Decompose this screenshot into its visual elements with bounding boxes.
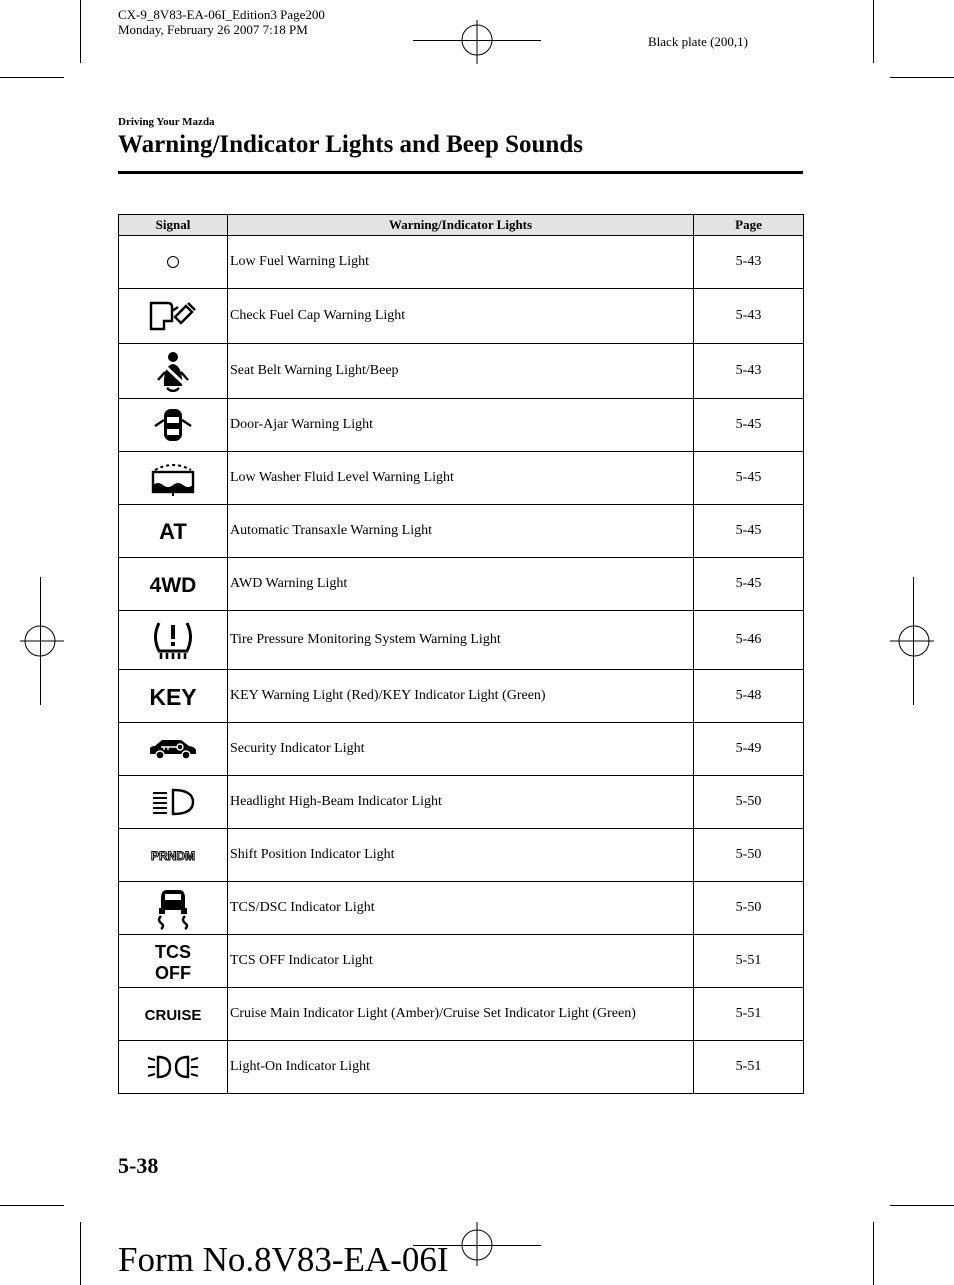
page-ref: 5-43: [694, 344, 804, 399]
crop-mark: [873, 1222, 874, 1285]
page-ref: 5-43: [694, 236, 804, 289]
table-row: [119, 776, 804, 829]
page-ref: 5-51: [694, 988, 804, 1041]
table-row: [119, 344, 804, 399]
title-rule: [118, 171, 803, 174]
page-ref: 5-51: [694, 935, 804, 988]
table-row: [119, 289, 804, 344]
light-name: Check Fuel Cap Warning Light: [228, 289, 694, 344]
table-row: [119, 558, 804, 611]
high-beam-icon: [149, 787, 197, 817]
crop-mark: [0, 77, 64, 78]
seat-belt-icon: [154, 350, 192, 392]
light-name: Door-Ajar Warning Light: [228, 399, 694, 452]
light-name: Cruise Main Indicator Light (Amber)/Cruise Set Indicator Light (Green): [228, 988, 694, 1041]
form-number: Form No.8V83-EA-06I: [118, 1240, 449, 1279]
crop-mark: [873, 0, 874, 63]
light-on-icon: [146, 1053, 200, 1081]
table-header-row: [119, 215, 804, 236]
page-ref: 5-46: [694, 611, 804, 670]
light-name: Shift Position Indicator Light: [228, 829, 694, 882]
light-name: Low Washer Fluid Level Warning Light: [228, 452, 694, 505]
page-ref: 5-51: [694, 1041, 804, 1094]
page-ref: 5-50: [694, 776, 804, 829]
door-ajar-icon: [152, 405, 194, 445]
low-fuel-icon: [165, 254, 181, 270]
light-name: KEY Warning Light (Red)/KEY Indicator Light (Green): [228, 670, 694, 723]
svg-text:OFF: OFF: [155, 963, 191, 983]
registration-mark: [457, 1222, 497, 1266]
svg-text:TCS: TCS: [155, 942, 191, 962]
key-icon: [143, 681, 203, 711]
cruise-icon: [141, 1002, 205, 1026]
washer-fluid-icon: [149, 458, 197, 498]
page-ref: 5-49: [694, 723, 804, 776]
svg-text:CRUISE: CRUISE: [144, 1007, 202, 1024]
crop-mark: [890, 77, 954, 78]
crop-mark: [80, 1222, 81, 1285]
file-line: CX-9_8V83-EA-06I_Edition3 Page200: [118, 7, 325, 22]
light-name: Automatic Transaxle Warning Light: [228, 505, 694, 558]
light-name: TCS/DSC Indicator Light: [228, 882, 694, 935]
crop-mark: [0, 1205, 64, 1206]
light-name: Light-On Indicator Light: [228, 1041, 694, 1094]
page-ref: 5-45: [694, 452, 804, 505]
security-icon: [147, 736, 199, 762]
crop-mark: [890, 1205, 954, 1206]
page-ref: 5-45: [694, 399, 804, 452]
table-row: [119, 1041, 804, 1094]
light-name: Security Indicator Light: [228, 723, 694, 776]
registration-mark: [20, 621, 64, 661]
light-name: AWD Warning Light: [228, 558, 694, 611]
page-number: 5-38: [118, 1153, 159, 1178]
page-title: Warning/Indicator Lights and Beep Sounds: [118, 131, 583, 158]
table-row: [119, 988, 804, 1041]
header-signal: Signal: [119, 215, 228, 236]
table-row: [119, 236, 804, 289]
signal-table: [118, 214, 804, 1094]
table-row: [119, 611, 804, 670]
plate-label: Black plate (200,1): [648, 34, 748, 49]
table-row: [119, 505, 804, 558]
crop-mark: [80, 0, 81, 63]
shift-position-icon: [143, 845, 203, 865]
tire-pressure-icon: [150, 617, 196, 663]
page-ref: 5-45: [694, 558, 804, 611]
svg-text:AT: AT: [159, 519, 187, 544]
section-label: Driving Your Mazda: [118, 116, 215, 128]
svg-text:4WD: 4WD: [149, 574, 197, 597]
registration-mark: [890, 621, 934, 661]
tcs-dsc-icon: [153, 886, 193, 930]
table-row: [119, 670, 804, 723]
page-ref: 5-50: [694, 882, 804, 935]
table-row: [119, 723, 804, 776]
table-row: [119, 935, 804, 988]
light-name: Seat Belt Warning Light/Beep: [228, 344, 694, 399]
table-row: [119, 829, 804, 882]
page-ref: 5-50: [694, 829, 804, 882]
print-header: [118, 7, 325, 37]
page-ref: 5-48: [694, 670, 804, 723]
date-line: Monday, February 26 2007 7:18 PM: [118, 22, 308, 37]
svg-text:PRNDM: PRNDM: [151, 849, 195, 863]
page-ref: 5-43: [694, 289, 804, 344]
page-ref: 5-45: [694, 505, 804, 558]
fuel-cap-icon: [148, 297, 198, 335]
tcs-off-icon: [148, 939, 198, 983]
header-page: Page: [694, 215, 804, 236]
table-row: [119, 882, 804, 935]
table-row: [119, 399, 804, 452]
light-name: Low Fuel Warning Light: [228, 236, 694, 289]
table-row: [119, 452, 804, 505]
registration-mark: [457, 20, 497, 64]
light-name: Headlight High-Beam Indicator Light: [228, 776, 694, 829]
header-lights: Warning/Indicator Lights: [228, 215, 694, 236]
svg-text:KEY: KEY: [149, 684, 197, 710]
4wd-icon: [143, 569, 203, 599]
light-name: TCS OFF Indicator Light: [228, 935, 694, 988]
light-name: Tire Pressure Monitoring System Warning Light: [228, 611, 694, 670]
at-icon: [148, 516, 198, 546]
